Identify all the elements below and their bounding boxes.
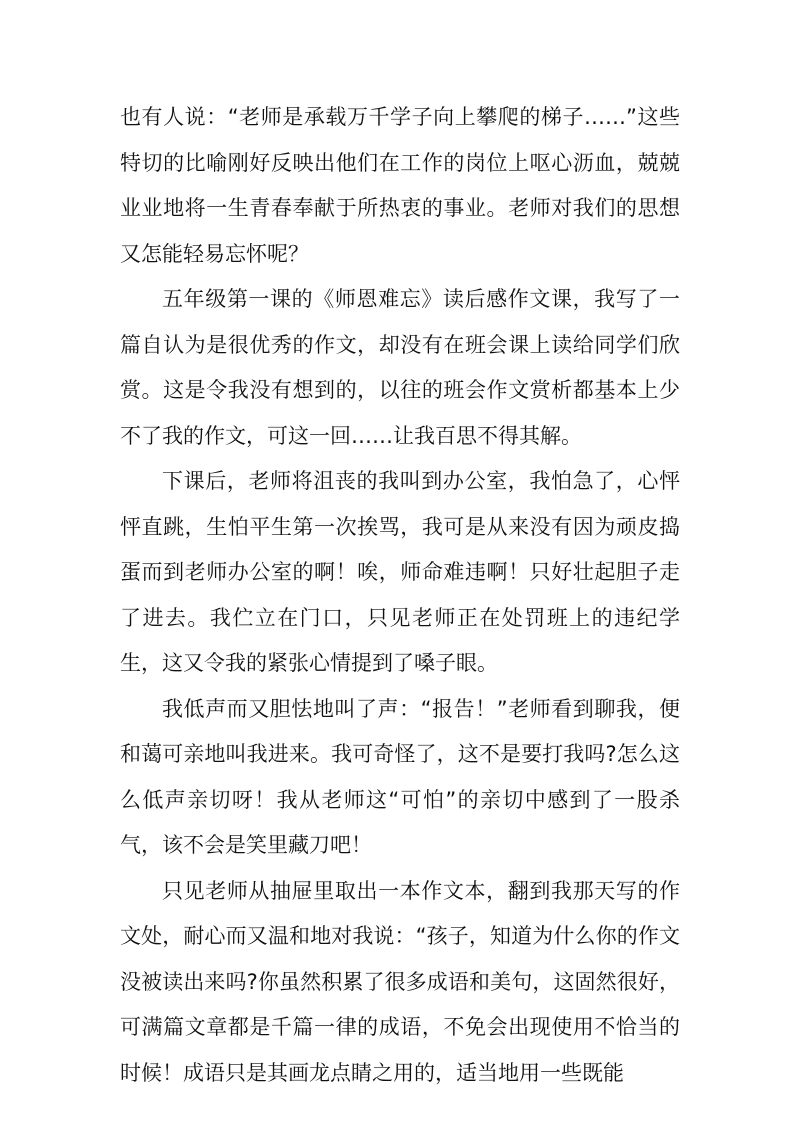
- paragraph-4: 我低声而又胆怯地叫了声：“报告！”老师看到聊我，便和蔼可亲地叫我进来。我可奇怪了，这不是要打我吗?怎么这么低声亲切呀！我从老师这“可怕”的亲切中感到了一股杀气，该不会是笑里藏刀吧！: [120, 696, 680, 857]
- paragraph-5: 只见老师从抽屉里取出一本作文本，翻到我那天写的作文处，耐心而又温和地对我说：“孩子，知道为什么你的作文没被读出来吗?你虽然积累了很多成语和美句，这固然很好，可满篇文章都是千篇一律的成语，不免会出现使用不恰当的时候！成语只是其画龙点睛之用的，适当地用一些既能: [120, 878, 680, 1085]
- paragraph-1: 也有人说：“老师是承载万千学子向上攀爬的梯子……”这些特切的比喻刚好反映出他们在工作的岗位上呕心沥血，兢兢业业地将一生青春奉献于所热衷的事业。老师对我们的思想又怎能轻易忘怀呢？: [120, 105, 680, 266]
- essay-body: [120, 95, 680, 1096]
- paragraph-3: 下课后，老师将沮丧的我叫到办公室，我怕急了，心怦怦直跳，生怕平生第一次挨骂，我可是从来没有因为顽皮捣蛋而到老师办公室的啊！唉，师命难违啊！只好壮起胆子走了进去。我伫立在门口，只见老师正在处罚班上的违纪学生，这又令我的紧张心情提到了嗓子眼。: [120, 469, 680, 675]
- paragraph-2: 五年级第一课的《师恩难忘》读后感作文课，我写了一篇自认为是很优秀的作文，却没有在班会课上读给同学们欣赏。这是令我没有想到的，以往的班会作文赏析都基本上少不了我的作文，可这一回……让我百思不得其解。: [120, 287, 680, 448]
